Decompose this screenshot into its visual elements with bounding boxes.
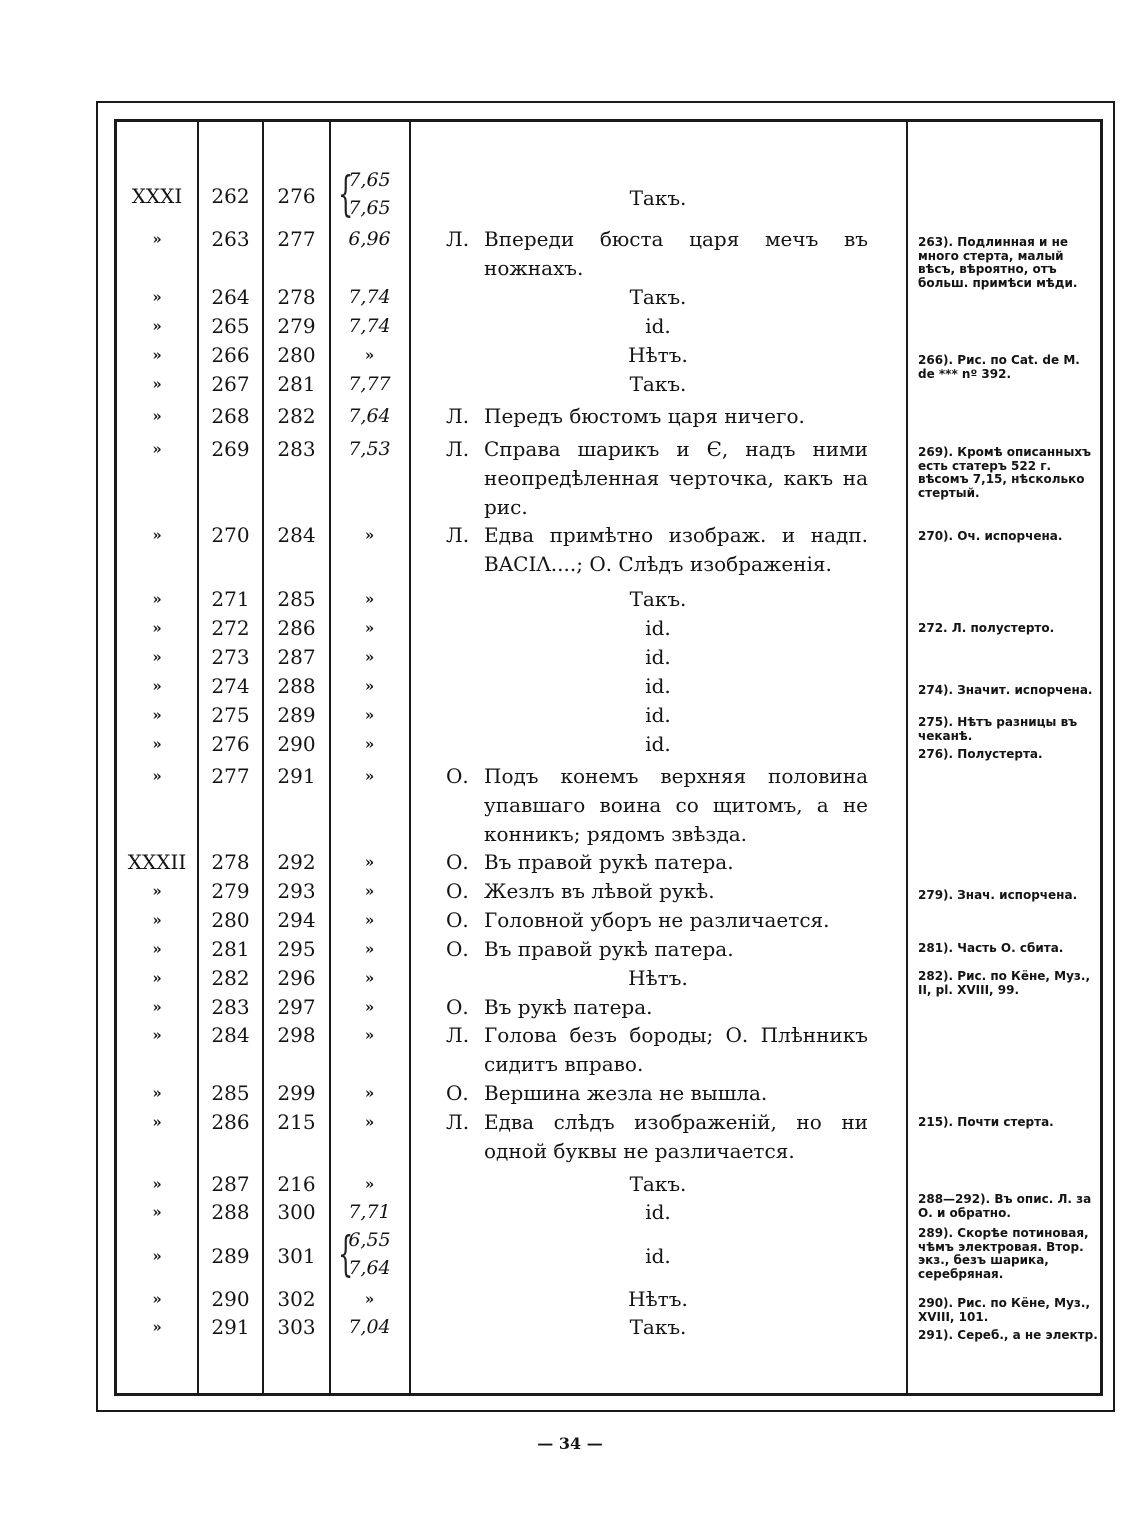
column-divider — [409, 121, 411, 1394]
weight-cell: 7,74 — [348, 315, 391, 337]
inventory-cell: 276 — [277, 184, 316, 208]
description-cell: Такъ. — [629, 372, 687, 396]
number-cell: 271 — [211, 587, 250, 611]
inventory-cell: 216 — [277, 1172, 316, 1196]
weight-cell: 7,77 — [348, 373, 391, 395]
weight-ditto: » — [364, 1026, 375, 1044]
description-cell: id. — [645, 645, 671, 669]
inventory-cell: 290 — [277, 732, 316, 756]
weight-value: 7,64 — [348, 1257, 391, 1279]
ditto-mark: » — [152, 706, 162, 724]
side-label: О. — [446, 937, 469, 961]
weight-ditto: » — [364, 346, 375, 364]
weight-ditto: » — [364, 590, 375, 608]
weight-cell: 6,96 — [348, 228, 391, 250]
description-text: Головной уборъ не различается. — [484, 908, 830, 932]
ditto-mark: » — [152, 230, 162, 248]
ditto-mark: » — [152, 1084, 162, 1102]
number-cell: 267 — [211, 372, 250, 396]
ditto-mark: » — [152, 288, 162, 306]
weight-ditto: » — [364, 998, 375, 1016]
weight-value: 6,55 — [348, 1229, 391, 1251]
side-label: Л. — [446, 227, 470, 251]
weight-value: 7,65 — [348, 169, 391, 191]
description-text: Вершина жезла не вышла. — [484, 1081, 768, 1105]
number-cell: 283 — [211, 995, 250, 1019]
number-cell: 279 — [211, 879, 250, 903]
margin-note: 272. Л. полустерто. — [918, 621, 1055, 635]
number-cell: 291 — [211, 1315, 250, 1339]
description-cell: id. — [645, 703, 671, 727]
description-text: Подъ конемъ верхняя половина упавшаго воина со щитомъ, а не конникъ; рядомъ звѣзда. — [484, 764, 868, 846]
number-cell: 270 — [211, 523, 250, 547]
description-cell: Такъ. — [629, 1315, 687, 1339]
margin-note: 269). Кромѣ описанныхъ есть статеръ 522 г. вѣсомъ 7,15, нѣсколько стертый. — [918, 445, 1092, 500]
inventory-cell: 283 — [277, 437, 316, 461]
period-cell: XXXI — [131, 184, 183, 208]
weight-cell — [331, 1226, 408, 1283]
number-cell: 282 — [211, 966, 250, 990]
ditto-mark: » — [152, 1203, 162, 1221]
ditto-mark: » — [152, 677, 162, 695]
ditto-mark: » — [152, 590, 162, 608]
description-cell: Такъ. — [629, 1172, 687, 1196]
weight-ditto: » — [364, 969, 375, 987]
weight-ditto: » — [364, 619, 375, 637]
ditto-mark: » — [152, 1247, 162, 1265]
number-cell: 287 — [211, 1172, 250, 1196]
number-cell: 272 — [211, 616, 250, 640]
number-cell: 274 — [211, 674, 250, 698]
description-cell: Такъ. — [629, 587, 687, 611]
inventory-cell: 301 — [277, 1244, 316, 1268]
ditto-mark: » — [152, 940, 162, 958]
inventory-cell: 289 — [277, 703, 316, 727]
description-cell — [412, 1108, 904, 1166]
inventory-cell: 297 — [277, 995, 316, 1019]
weight-ditto: » — [364, 767, 375, 785]
ditto-mark: » — [152, 1290, 162, 1308]
page-number: — 34 — — [537, 1434, 603, 1453]
ditto-mark: » — [152, 619, 162, 637]
number-cell: 264 — [211, 285, 250, 309]
description-cell: Нѣтъ. — [628, 1287, 688, 1311]
side-label: О. — [446, 995, 469, 1019]
weight-ditto: » — [364, 911, 375, 929]
description-cell: id. — [645, 314, 671, 338]
weight-cell: 7,74 — [348, 286, 391, 308]
side-label: О. — [446, 764, 469, 788]
weight-ditto: » — [364, 706, 375, 724]
number-cell: 278 — [211, 850, 250, 874]
ditto-mark: » — [152, 1318, 162, 1336]
weight-ditto: » — [364, 735, 375, 753]
margin-note: 291). Сереб., а не электр. — [918, 1328, 1098, 1342]
side-label: Л. — [446, 404, 470, 428]
margin-note: 288—292). Въ опис. Л. за О. и обратно. — [918, 1192, 1092, 1220]
weight-ditto: » — [364, 1175, 375, 1193]
weight-pair — [338, 166, 391, 222]
inventory-cell: 277 — [277, 227, 316, 251]
inventory-cell: 215 — [277, 1110, 316, 1134]
description-text: Едва слѣдъ изображеній, но ни одной буквы не различается. — [484, 1110, 868, 1163]
description-cell: Такъ. — [629, 186, 687, 210]
number-cell: 277 — [211, 764, 250, 788]
inventory-cell: 295 — [277, 937, 316, 961]
side-label: Л. — [446, 1110, 470, 1134]
number-cell: 268 — [211, 404, 250, 428]
side-label: Л. — [446, 523, 470, 547]
ditto-mark: » — [152, 1175, 162, 1193]
side-label: О. — [446, 908, 469, 932]
number-cell: 275 — [211, 703, 250, 727]
inventory-cell: 282 — [277, 404, 316, 428]
ditto-mark: » — [152, 1113, 162, 1131]
weight-ditto: » — [364, 526, 375, 544]
ditto-mark: » — [152, 767, 162, 785]
inventory-cell: 287 — [277, 645, 316, 669]
description-cell: Нѣтъ. — [628, 343, 688, 367]
inventory-cell: 302 — [277, 1287, 316, 1311]
weight-ditto: » — [364, 677, 375, 695]
description-text: Голова безъ бороды; О. Плѣнникъ сидитъ вправо. — [484, 1023, 868, 1076]
description-cell — [412, 435, 904, 522]
number-cell: 263 — [211, 227, 250, 251]
inventory-cell: 291 — [277, 764, 316, 788]
description-cell — [412, 762, 904, 849]
weight-ditto: » — [364, 1113, 375, 1131]
weight-cell: 7,04 — [348, 1316, 391, 1338]
number-cell: 276 — [211, 732, 250, 756]
ditto-mark: » — [152, 911, 162, 929]
ditto-mark: » — [152, 346, 162, 364]
margin-note: 290). Рис. по Кёне, Муз., XVIII, 101. — [918, 1296, 1091, 1324]
weight-value: 7,65 — [348, 197, 391, 219]
number-cell: 265 — [211, 314, 250, 338]
description-text: Жезлъ въ лѣвой рукѣ. — [484, 879, 715, 903]
inventory-cell: 284 — [277, 523, 316, 547]
margin-note: 270). Оч. испорчена. — [918, 529, 1063, 543]
inventory-cell: 303 — [277, 1315, 316, 1339]
number-cell: 273 — [211, 645, 250, 669]
margin-note: 279). Знач. испорчена. — [918, 888, 1078, 902]
number-cell: 266 — [211, 343, 250, 367]
margin-note: 274). Значит. испорчена. — [918, 683, 1093, 697]
inventory-cell: 279 — [277, 314, 316, 338]
inventory-cell: 294 — [277, 908, 316, 932]
margin-note: 281). Часть О. сбита. — [918, 941, 1064, 955]
brace-mark: { — [338, 1226, 354, 1282]
description-cell: Такъ. — [629, 285, 687, 309]
inventory-cell: 286 — [277, 616, 316, 640]
brace-mark: { — [338, 166, 354, 222]
description-cell: id. — [645, 1244, 671, 1268]
description-text: Въ правой рукѣ патера. — [484, 937, 734, 961]
number-cell: 289 — [211, 1244, 250, 1268]
inventory-cell: 300 — [277, 1200, 316, 1224]
weight-cell: 7,71 — [348, 1201, 391, 1223]
side-label: Л. — [446, 1023, 470, 1047]
inventory-cell: 285 — [277, 587, 316, 611]
margin-note: 276). Полустерта. — [918, 747, 1043, 761]
weight-ditto: » — [364, 1290, 375, 1308]
inventory-cell: 288 — [277, 674, 316, 698]
ditto-mark: » — [152, 375, 162, 393]
description-cell: id. — [645, 616, 671, 640]
ditto-mark: » — [152, 317, 162, 335]
ditto-mark: » — [152, 648, 162, 666]
description-cell — [412, 225, 904, 283]
number-cell: 288 — [211, 1200, 250, 1224]
description-text: Въ правой рукѣ патера. — [484, 850, 734, 874]
ditto-mark: » — [152, 440, 162, 458]
ditto-mark: » — [152, 407, 162, 425]
weight-ditto: » — [364, 940, 375, 958]
margin-note: 289). Скорѣе потиновая, чѣмъ электровая. Втор. экз., безъ шарика, серебряная. — [918, 1226, 1089, 1281]
weight-ditto: » — [364, 853, 375, 871]
margin-note: 275). Нѣтъ разницы въ чеканѣ. — [918, 715, 1078, 743]
margin-note: 215). Почти стерта. — [918, 1115, 1054, 1129]
description-text: Впереди бюста царя мечъ въ ножнахъ. — [484, 227, 868, 280]
weight-ditto: » — [364, 882, 375, 900]
number-cell: 262 — [211, 184, 250, 208]
inventory-cell: 293 — [277, 879, 316, 903]
weight-cell: 7,53 — [348, 438, 391, 460]
side-label: О. — [446, 879, 469, 903]
side-label: О. — [446, 1081, 469, 1105]
inventory-cell: 298 — [277, 1023, 316, 1047]
ditto-mark: » — [152, 998, 162, 1016]
margin-note: 282). Рис. по Кёне, Муз., II, pl. XVIII, 99. — [918, 969, 1091, 997]
margin-note: 263). Подлинная и не много стерта, малый вѣсъ, вѣроятно, отъ больш. примѣси мѣди. — [918, 235, 1078, 290]
ditto-mark: » — [152, 1026, 162, 1044]
description-cell — [412, 521, 904, 579]
description-text: Едва примѣтно изображ. и надп. BACIΛ....; О. Слѣдъ изображенія. — [484, 523, 868, 576]
weight-cell — [331, 166, 408, 223]
number-cell: 280 — [211, 908, 250, 932]
number-cell: 281 — [211, 937, 250, 961]
inventory-cell: 292 — [277, 850, 316, 874]
column-divider — [906, 121, 908, 1394]
inventory-cell: 280 — [277, 343, 316, 367]
weight-pair — [338, 1226, 391, 1282]
weight-ditto: » — [364, 1084, 375, 1102]
margin-note: 266). Рис. по Cat. de M. de *** nº 392. — [918, 353, 1080, 381]
ditto-mark: » — [152, 969, 162, 987]
side-label: Л. — [446, 437, 470, 461]
period-cell: XXXII — [127, 850, 187, 874]
ditto-mark: » — [152, 735, 162, 753]
description-text: Передъ бюстомъ царя ничего. — [484, 404, 805, 428]
ditto-mark: » — [152, 882, 162, 900]
description-cell: id. — [645, 674, 671, 698]
description-cell: Нѣтъ. — [628, 966, 688, 990]
description-text: Въ рукѣ патера. — [484, 995, 653, 1019]
number-cell: 269 — [211, 437, 250, 461]
weight-ditto: » — [364, 648, 375, 666]
number-cell: 285 — [211, 1081, 250, 1105]
description-cell: id. — [645, 1200, 671, 1224]
number-cell: 284 — [211, 1023, 250, 1047]
side-label: О. — [446, 850, 469, 874]
inventory-cell: 281 — [277, 372, 316, 396]
inventory-cell: 278 — [277, 285, 316, 309]
ditto-mark: » — [152, 526, 162, 544]
inventory-cell: 296 — [277, 966, 316, 990]
number-cell: 290 — [211, 1287, 250, 1311]
weight-cell: 7,64 — [348, 405, 391, 427]
description-text: Справа шарикъ и Є, надъ ними неопредѣленная черточка, какъ на рис. — [484, 437, 868, 519]
inventory-cell: 299 — [277, 1081, 316, 1105]
number-cell: 286 — [211, 1110, 250, 1134]
description-cell — [412, 1021, 904, 1079]
description-cell: id. — [645, 732, 671, 756]
